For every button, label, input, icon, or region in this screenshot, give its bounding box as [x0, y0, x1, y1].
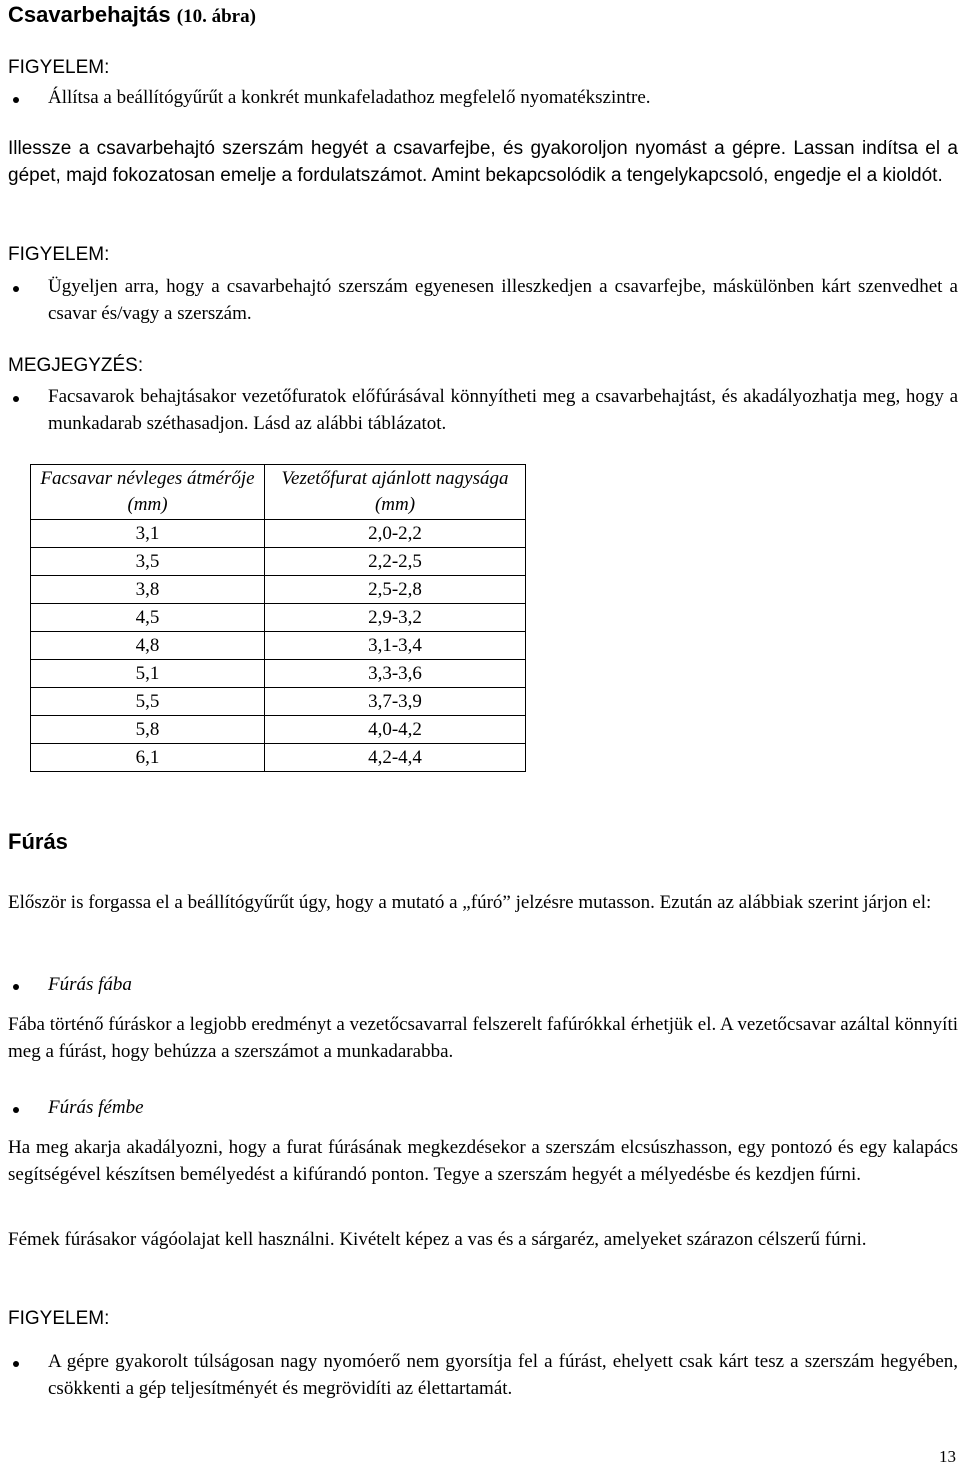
bullet-dot-icon [13, 1107, 19, 1113]
table-row [31, 688, 526, 716]
table-cell: 3,8 [31, 576, 265, 604]
metal-drilling-text-1: Ha meg akarja akadályozni, hogy a furat fúrásának megkezdésekor a szerszám elcsúszhasson, egy pontozó és egy kalapács segítségével készítsen bemélyedést a kifúrandó ponton. Tegye a szerszám hegyét a mélyedésbe és kezdjen fúrni. [8, 1137, 958, 1185]
warning-text-1: Állítsa a beállítógyűrűt a konkrét munkafeladathoz megfelelő nyomatékszintre. [48, 87, 651, 108]
table-header-pilot-hole: Vezetőfurat ajánlott nagysága (mm) [265, 465, 526, 520]
table-row [31, 548, 526, 576]
table-row [31, 520, 526, 548]
bullet-dot-icon [13, 984, 19, 990]
table-cell: 5,8 [31, 716, 265, 744]
table-cell: 2,2-2,5 [265, 548, 526, 576]
table-cell: 3,1 [31, 520, 265, 548]
note-label: MEGJEGYZÉS: [8, 355, 144, 376]
table-row [31, 660, 526, 688]
drilling-intro: Először is forgassa el a beállítógyűrűt úgy, hogy a mutató a „fúró” jelzésre mutasson. Ezután az alábbiak szerint járjon el: [8, 892, 932, 913]
table-row [31, 604, 526, 632]
warning-label-1: FIGYELEM: [8, 57, 110, 78]
table-row [31, 716, 526, 744]
table-header-row [31, 465, 526, 520]
section-heading-screwdriving [8, 2, 256, 28]
metal-drilling-text-2: Fémek fúrásakor vágóolajat kell használni. Kivételt képez a vas és a sárgaréz, amelyeket szárazon célszerű fúrni. [8, 1229, 867, 1250]
table-cell: 3,5 [31, 548, 265, 576]
subheading-metal-drilling: Fúrás fémbe [48, 1097, 144, 1118]
table-header-screw-diameter: Facsavar névleges átmérője (mm) [31, 465, 265, 520]
bullet-dot-icon [13, 1361, 19, 1367]
table-cell: 4,5 [31, 604, 265, 632]
bullet-dot-icon [13, 97, 19, 103]
page-number: 13 [939, 1447, 956, 1466]
heading-title: Csavarbehajtás [8, 2, 171, 27]
pilot-hole-table [30, 464, 526, 772]
table-cell: 4,2-4,4 [265, 744, 526, 772]
bullet-dot-icon [13, 396, 19, 402]
table-cell: 5,1 [31, 660, 265, 688]
table-cell: 4,0-4,2 [265, 716, 526, 744]
paragraph-screwdriving: Illessze a csavarbehajtó szerszám hegyét a csavarfejbe, és gyakoroljon nyomást a gépre. Lassan indítsa el a gépet, majd fokozatosan emelje a fordulatszámot. Amint bekapcsolódik a tengelykapcsoló, engedje el a kioldót. [8, 138, 958, 186]
warning-label-3: FIGYELEM: [8, 1308, 110, 1329]
warning-label-2: FIGYELEM: [8, 244, 110, 265]
note-text: Facsavarok behajtásakor vezetőfuratok előfúrásával könnyítheti meg a csavarbehajtást, és akadályozhatja meg, hogy a munkadarab széthasadjon. Lásd az alábbi táblázatot. [48, 386, 958, 434]
wood-drilling-text: Fába történő fúráskor a legjobb eredményt a vezetőcsavarral felszerelt fafúrókkal érhetjük el. A vezetőcsavar azáltal könnyíti meg a fúrást, hogy behúzza a szerszámot a munkadarabba. [8, 1014, 958, 1062]
table-row [31, 632, 526, 660]
table-cell: 2,0-2,2 [265, 520, 526, 548]
table-cell: 3,7-3,9 [265, 688, 526, 716]
table-cell: 4,8 [31, 632, 265, 660]
bullet-dot-icon [13, 286, 19, 292]
table-cell: 3,1-3,4 [265, 632, 526, 660]
table-row [31, 576, 526, 604]
subheading-wood-drilling: Fúrás fába [48, 974, 132, 995]
warning-text-2: Ügyeljen arra, hogy a csavarbehajtó szerszám egyenesen illeszkedjen a csavarfejbe, máskülönben kárt szenvedhet a csavar és/vagy a szerszám. [48, 276, 958, 324]
heading-figure-ref: (10. ábra) [176, 6, 256, 27]
table-cell: 3,3-3,6 [265, 660, 526, 688]
table-cell: 2,9-3,2 [265, 604, 526, 632]
warning-text-3: A gépre gyakorolt túlságosan nagy nyomóerő nem gyorsítja fel a fúrást, ehelyett csak kárt tesz a szerszám hegyében, csökkenti a gép teljesítményét és megrövidíti az élettartamát. [48, 1351, 958, 1399]
section-heading-drilling: Fúrás [8, 829, 68, 854]
table-row [31, 744, 526, 772]
table-cell: 6,1 [31, 744, 265, 772]
table-cell: 2,5-2,8 [265, 576, 526, 604]
table-cell: 5,5 [31, 688, 265, 716]
